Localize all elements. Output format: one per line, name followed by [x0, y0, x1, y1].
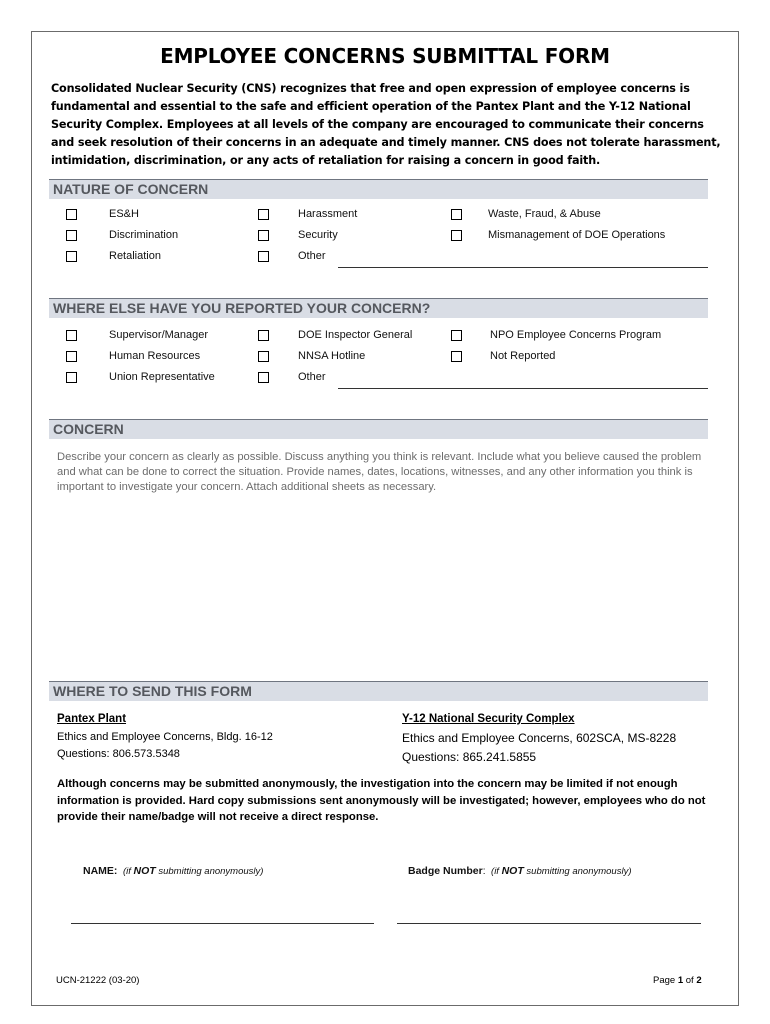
name-hint-not: NOT [133, 865, 156, 877]
label-discrimination: Discrimination [109, 229, 179, 241]
badge-label-group [408, 865, 631, 877]
checkbox-discrimination[interactable] [66, 230, 77, 241]
intro-paragraph: Consolidated Nuclear Security (CNS) recognizes that free and open expression of employee concerns is fundamental and essential to the safe and efficient operation of the Pantex Plant and the Y-12 National Security Complex. Employees at all levels of the company are encouraged to communicate their concerns and seek resolution of their concerns in an adequate and timely manner. CNS does not tolerate harassment, intimidation, discrimination, or any acts of retaliation for raising a concern in good faith. [51, 82, 721, 167]
anonymity-note: Although concerns may be submitted anonymously, the investigation into the concern may be limited if not enough information is provided. Hard copy submissions sent anonymously will be investigated; however, employees who do not provide their name/badge will not receive a direct response. [57, 778, 706, 823]
badge-hint-not: NOT [501, 865, 524, 877]
concern-text-area[interactable] [57, 500, 707, 670]
checkbox-esh[interactable] [66, 209, 77, 220]
page-total: 2 [696, 975, 702, 986]
page-of: of [683, 975, 697, 986]
section-header-concern [49, 419, 708, 439]
page-current: 1 [677, 975, 684, 986]
y12-questions: Questions: 865.241.5855 [402, 750, 537, 764]
section-title-concern: CONCERN [53, 421, 124, 437]
section-header-reported [49, 298, 708, 318]
name-hint-post: submitting anonymously) [155, 866, 264, 877]
label-waste-fraud-abuse: Waste, Fraud, & Abuse [488, 208, 601, 220]
label-nnsa-hotline: NNSA Hotline [298, 350, 366, 362]
checkbox-harassment[interactable] [258, 209, 269, 220]
checkbox-nnsa-hotline[interactable] [258, 351, 269, 362]
concern-instructions: Describe your concern as clearly as possible. Discuss anything you think is relevant. Include what you believe caused the problem and what can be done to correct the situation. Provide names, dates, locations, witnesses, and any other information you think is important to investigate your concern. Attach additional sheets as necessary. [57, 451, 702, 493]
y12-address: Ethics and Employee Concerns, 602SCA, MS-8228 [402, 731, 677, 745]
checkbox-supervisor[interactable] [66, 330, 77, 341]
name-label: NAME: [83, 865, 118, 877]
section-title-send: WHERE TO SEND THIS FORM [53, 683, 252, 699]
label-human-resources: Human Resources [109, 350, 201, 362]
badge-hint-pre: (if [491, 866, 502, 877]
label-retaliation: Retaliation [109, 250, 161, 262]
checkbox-reported-other[interactable] [258, 372, 269, 383]
reported-other-input-line[interactable] [338, 388, 708, 389]
section-header-send [49, 681, 708, 701]
badge-hint-post: submitting anonymously) [523, 866, 632, 877]
name-input-line[interactable] [71, 923, 374, 924]
label-reported-other: Other [298, 371, 326, 383]
page-word: Page [653, 975, 678, 986]
section-title-reported: WHERE ELSE HAVE YOU REPORTED YOUR CONCERN? [53, 300, 431, 316]
label-esh: ES&H [109, 208, 139, 220]
checkbox-waste-fraud-abuse[interactable] [451, 209, 462, 220]
pantex-heading: Pantex Plant [57, 713, 127, 725]
badge-colon: : [482, 866, 486, 877]
checkbox-npo-ecp[interactable] [451, 330, 462, 341]
label-security: Security [298, 229, 338, 241]
checkbox-not-reported[interactable] [451, 351, 462, 362]
page-number [653, 975, 702, 986]
checkbox-nature-other[interactable] [258, 251, 269, 262]
checkbox-union-rep[interactable] [66, 372, 77, 383]
label-supervisor: Supervisor/Manager [109, 329, 209, 341]
pantex-questions: Questions: 806.573.5348 [57, 748, 180, 760]
label-mismanagement: Mismanagement of DOE Operations [488, 229, 666, 241]
form-id: UCN-21222 (03-20) [56, 975, 140, 986]
y12-heading: Y-12 National Security Complex [402, 713, 575, 725]
label-npo-ecp: NPO Employee Concerns Program [490, 329, 662, 341]
nature-other-input-line[interactable] [338, 267, 708, 268]
name-hint-pre: (if [122, 866, 134, 877]
label-doe-ig: DOE Inspector General [298, 329, 413, 341]
checkbox-security[interactable] [258, 230, 269, 241]
checkbox-human-resources[interactable] [66, 351, 77, 362]
label-not-reported: Not Reported [490, 350, 556, 362]
label-harassment: Harassment [298, 208, 358, 220]
label-nature-other: Other [298, 250, 326, 262]
name-label-group [83, 865, 263, 877]
checkbox-doe-ig[interactable] [258, 330, 269, 341]
pantex-address: Ethics and Employee Concerns, Bldg. 16-12 [57, 731, 273, 743]
form-title: EMPLOYEE CONCERNS SUBMITTAL FORM [160, 44, 610, 68]
checkbox-mismanagement[interactable] [451, 230, 462, 241]
badge-label: Badge Number [408, 865, 483, 877]
section-header-nature [49, 179, 708, 199]
label-union-rep: Union Representative [109, 371, 215, 383]
badge-input-line[interactable] [397, 923, 701, 924]
section-title-nature: NATURE OF CONCERN [53, 181, 209, 197]
checkbox-retaliation[interactable] [66, 251, 77, 262]
